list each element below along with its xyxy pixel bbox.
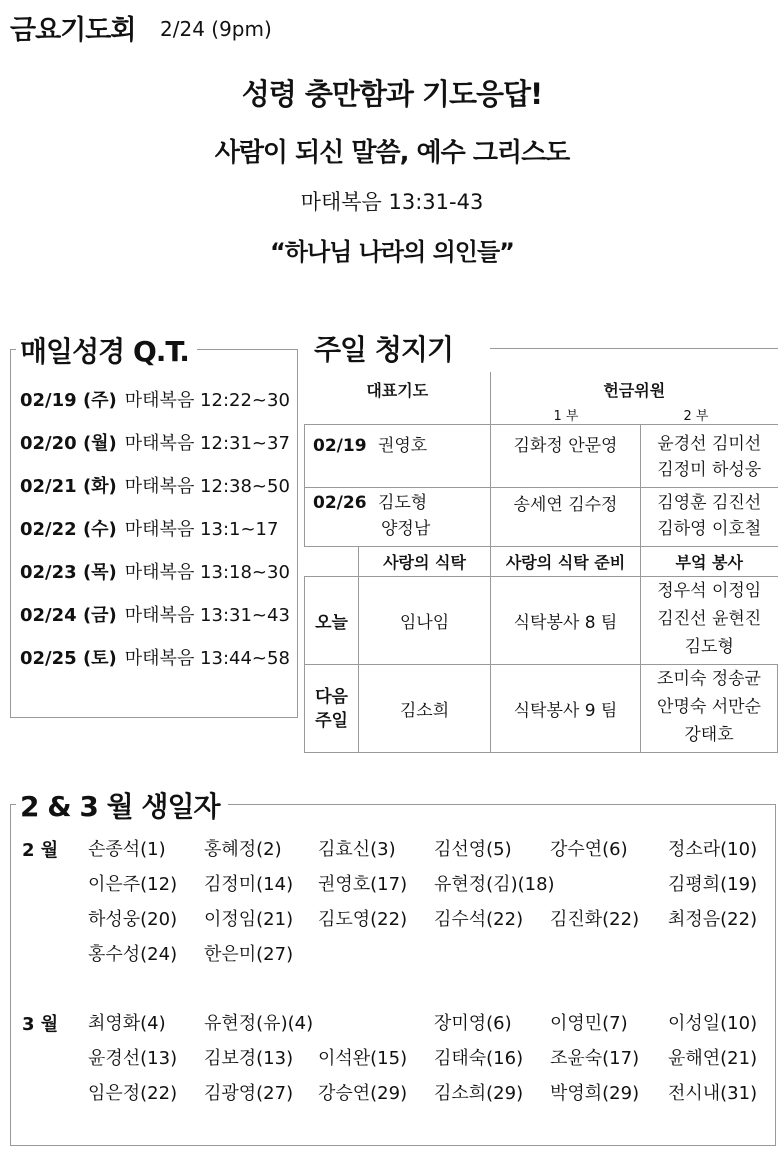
header-kitchen: 부엌 봉사 [641,547,778,577]
table-row [305,665,778,753]
birthday-entry: 이영민(7) [550,1013,628,1034]
qt-item-reading: 마태복음 13:44~58 [124,648,290,669]
kitchen-line: 안명숙 서만순 [657,697,761,717]
header-prayer [305,372,491,425]
row-next-label [305,665,359,753]
next-label-line: 다음 [315,686,348,707]
qt-item-reading: 마태복음 12:22~30 [124,390,290,411]
theme-heading: 성령 충만함과 기도응답! [241,77,543,111]
mar-label: 3 월 [22,1014,59,1035]
birthday-entry: 김소희(29) [434,1083,524,1104]
page-title: 금요기도회 [10,15,136,46]
qt-item-date: 02/22 (수) [20,519,117,540]
kitchen-line: 강태호 [684,725,734,745]
row-prayer-name-2: 양정남 [381,519,431,539]
birthday-entry: 김정미(14) [204,874,294,895]
row-0219-prayer [305,425,491,488]
feb-label: 2 월 [22,840,59,861]
birthday-entry: 정소라(10) [668,839,758,860]
kitchen-line: 김도형 [684,637,734,657]
qt-item-reading: 마태복음 12:38~50 [124,476,290,497]
offering-part2-line: 김하영 이호철 [657,519,762,539]
birthday-entry: 김태숙(16) [434,1048,524,1069]
row-today-label: 오늘 [305,577,359,665]
birthday-entry: 김도영(22) [318,909,408,930]
row-offering-part2 [641,488,778,547]
header-empty [305,547,359,577]
birthday-entry: 하성웅(20) [88,909,178,930]
sunday-title-rule [490,348,778,349]
birthday-entry: 임은정(22) [88,1083,178,1104]
qt-item [20,601,290,627]
birthday-title: 2 & 3 월 생일자 [16,785,228,825]
birthday-entry: 최영화(4) [88,1013,166,1034]
birthday-entry: 조윤숙(17) [550,1048,640,1069]
qt-item-date: 02/24 (금) [20,605,117,626]
sunday-table [304,372,778,753]
table-row [305,488,778,547]
next-table-prep: 식탁봉사 9 팀 [491,665,641,753]
sermon-title: “하나님 나라의 의인들” [270,238,514,266]
birthday-entry: 한은미(27) [204,944,294,965]
qt-item [20,472,290,498]
next-label-line: 주일 [315,710,348,731]
qt-item [20,644,290,670]
birthday-entry: 김광영(27) [204,1083,294,1104]
scripture-reference: 마태복음 13:31-43 [300,190,484,214]
birthday-entry: 김보경(13) [204,1048,294,1069]
row-date: 02/26 [313,493,367,513]
birthday-entry: 홍수성(24) [88,944,178,965]
row-offering-part2 [641,425,778,488]
today-kitchen [641,577,778,665]
next-love-table: 김소희 [359,665,491,753]
header-offering-label: 헌금위원 [603,381,666,400]
row-prayer-name: 권영호 [377,436,428,456]
qt-item-date: 02/19 (주) [20,390,117,411]
qt-item [20,386,290,412]
birthday-entry: 권영호(17) [318,874,408,895]
qt-item-date: 02/23 (목) [20,562,117,583]
table-row [305,425,778,488]
qt-item-date: 02/20 (월) [20,433,117,454]
birthday-entry: 김선영(5) [434,839,512,860]
birthday-entry: 김진화(22) [550,909,640,930]
qt-item-date: 02/21 (화) [20,476,117,497]
kitchen-line: 조미숙 정송균 [657,669,761,689]
part2-label: 2 부 [683,409,709,424]
birthday-entry: 강승연(29) [318,1083,408,1104]
qt-title: 매일성경 Q.T. [16,330,197,370]
birthday-entry: 최정음(22) [668,909,758,930]
row-offering-part1: 송세연 김수정 [491,488,641,547]
header-love-table: 사랑의 식탁 [359,547,491,577]
offering-part2-line: 김영훈 김진선 [657,493,762,513]
next-kitchen [641,665,778,753]
kitchen-line: 김진선 윤현진 [657,609,762,629]
part1-label: 1 부 [553,409,579,424]
qt-item [20,515,278,541]
birthday-entry: 윤경선(13) [88,1048,178,1069]
qt-item [20,558,290,584]
birthday-entry: 이은주(12) [88,874,178,895]
table-row [305,577,778,665]
birthday-entry: 손종석(1) [88,839,166,860]
today-love-table: 임나임 [359,577,491,665]
qt-item-date: 02/25 (토) [20,648,117,669]
birthday-entry: 김수석(22) [434,909,524,930]
birthday-entry: 유현정(김)(18) [434,874,555,895]
birthday-entry: 홍혜정(2) [204,839,282,860]
birthday-entry: 윤해연(21) [668,1048,758,1069]
qt-item-reading: 마태복음 13:1~17 [124,519,279,540]
qt-item-reading: 마태복음 12:31~37 [124,433,290,454]
today-table-prep: 식탁봉사 8 팀 [491,577,641,665]
birthday-entry: 장미영(6) [434,1013,512,1034]
offering-part2-line: 윤경선 김미선 [657,434,762,454]
birthday-entry: 전시내(31) [668,1083,758,1104]
qt-item-reading: 마태복음 13:18~30 [124,562,290,583]
row-0226-prayer [305,488,491,547]
sunday-title: 주일 청지기 [310,328,461,368]
birthday-entry: 박영희(29) [550,1083,640,1104]
birthday-entry: 유현정(유)(4) [204,1013,314,1034]
birthday-entry: 이성일(10) [668,1013,758,1034]
birthday-entry: 이정임(21) [204,909,294,930]
birthday-entry: 이석완(15) [318,1048,408,1069]
header-prayer-label: 대표기도 [366,381,429,400]
row-prayer-name: 김도형 [377,493,428,513]
header-table-prep: 사랑의 식탁 준비 [491,547,641,577]
row-date: 02/19 [313,436,367,456]
qt-item [20,429,290,455]
header-offering [491,372,778,425]
offering-part2-line: 김정미 하성웅 [657,460,762,480]
row-offering-part1: 김화정 안문영 [491,425,641,488]
sunday-table-wrap [304,372,778,753]
birthday-entry: 김효신(3) [318,839,396,860]
qt-item-reading: 마태복음 13:31~43 [124,605,290,626]
subtitle-heading: 사람이 되신 말씀, 예수 그리스도 [214,138,570,168]
birthday-entry: 강수연(6) [550,839,628,860]
birthday-entry: 김평희(19) [668,874,758,895]
kitchen-line: 정우석 이정임 [657,581,762,601]
page-date: 2/24 (9pm) [160,17,272,41]
